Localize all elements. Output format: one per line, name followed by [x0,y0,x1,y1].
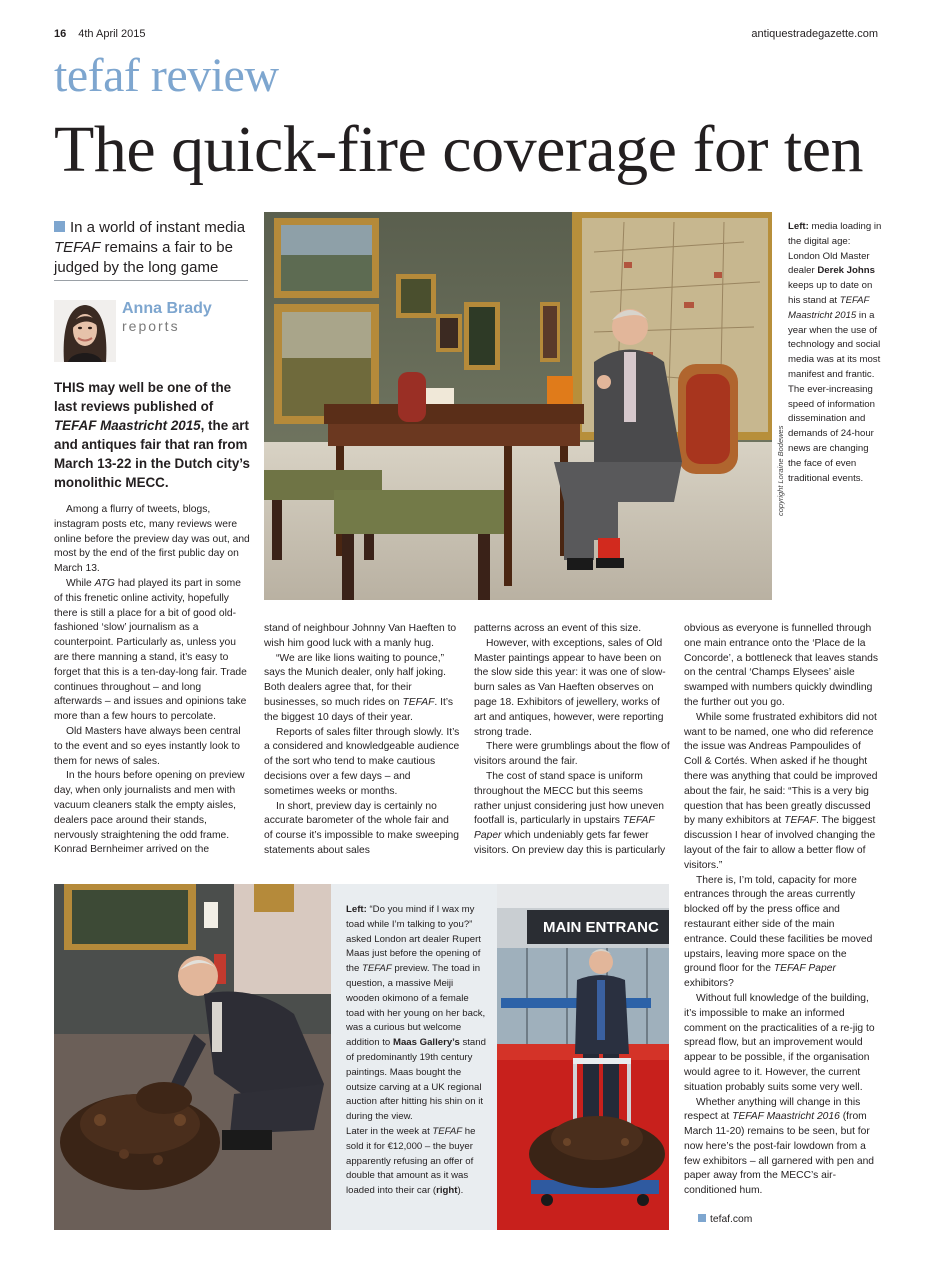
paragraph: patterns across an event of this size. [474,623,642,634]
entrance-sign-text: MAIN ENTRANC [543,919,659,936]
paragraph: There is, I’m told, capacity for more entrances through the areas currently blocked off by the press office and restaurant either side of the main entrance. Could these facilities be moved upstairs, leaving more space on the ground floor for the TEFAF Paper exhibitors? [684,874,873,990]
paragraph: However, with exceptions, sales of Old Master paintings appear to have been on the slow side this year: it was one of slow-burn sales as Van Haeften observes on page 18. Exhibitors of jewellery, works of art and antiques, however, were reporting strong trade. [474,637,666,738]
blue-square-bullet [54,221,65,232]
caption-bottom: Left: “Do you mind if I wax my toad while I’m talking to you?” asked London art dealer Rupert Maas just before the opening of the TEFAF preview. The toad in question, a massive Meiji wooden okimono of a female toad with her young on her back, was a curious but welcome addition to Maas Gallery’s stand of predominantly 19th century paintings. Maas bought the outsize carving at a UK regional auction after hitting his shin on it during the view. Later in the week at TEFAF he sold it for €12,000 – the buyer apparently refusing an offer of double that amount as it was loaded into their car (right). [346,904,486,1197]
paragraph: The cost of stand space is uniform throughout the MECC but this seems rather unjust considering just how uneven footfall is, particularly in upstairs TEFAF Paper which undeniably gets far fewer visitors. On preview day this is particularly [474,770,666,856]
section-title: tefaf review [54,49,279,102]
tefaf-link[interactable]: tefaf.com [698,1214,752,1225]
blue-square-bullet [698,1214,706,1222]
photo-main-entrance-toad [497,884,669,1230]
caption-top: Left: media loading in the digital age: London Old Master dealer Derek Johns keeps up to date on his stand at TEFAF Maastricht 2015 in a year when the use of technology and social media was at its most manifest and frantic. The ever-increasing speed of information dissemination and demands of 24-hour news are changing the face of even traditional events. [788,221,882,484]
paragraph: Old Masters have always been central to the event and so eyes instantly look to them for news of sales. [54,725,241,767]
page-number: 16 [54,28,67,40]
paragraph: Without full knowledge of the building, it’s impossible to make an informed comment on the practicalities of a re-jig to spread flow, but an improvement would appear to be possible, if the organisation would agree to it. However, the current situation probably suits some very well. [684,992,875,1093]
page-folio [54,28,146,40]
paragraph: While ATG had played its part in some of this frenetic online activity, hopefully there is still a place for a bit of good old-fashioned ‘slow’ journalism as a counterpoint. Particularly as, unless you are there manning a stand, it’s easy to forget that this is a ten-day-long fair. Trade continues throughout – and long afterwards – and issues and opinions take more than a few hours to percolate. [54,577,247,723]
headline: The quick-fire coverage for ten [54,113,864,186]
photo-credit: copyright Loraine Bodewes [776,425,785,516]
body-column-3 [474,622,670,859]
paragraph: Whether anything will change in this respect at TEFAF Maastricht 2016 (from March 11-20) remains to be seen, but for now here’s the post-fair lowdown from a few exhibitors – all garnered with pen and paper away from the MECC’s air-conditioned hum. [684,1096,875,1197]
paragraph: In the hours before opening on preview day, when only journalists and men with vacuum cleaners stalk the empty aisles, dealers pace around their stands, nervously straightening the odd frame. Konrad Bernheimer arrived on the [54,770,245,856]
paragraph: In short, preview day is certainly no accurate barometer of the whole fair and of course it’s impossible to make sweeping statements about sales [264,800,459,856]
body-column-1 [54,503,250,858]
paragraph: stand of neighbour Johnny Van Haeften to wish him good luck with a manly hug. [264,623,457,649]
intro-paragraph: THIS may well be one of the last reviews published of TEFAF Maastricht 2015, the art and antiques fair that ran from March 13-22 in the Dutch city’s monolithic MECC. [54,380,250,490]
paragraph: obvious as everyone is funnelled through one main entrance onto the ‘Place de la Concorde’, a bottleneck that leaves stands on the central ‘Champs Elysees’ aisle swamped with numbers quickly dwindling the further out you go. [684,623,879,708]
standfirst: In a world of instant media TEFAF remains a fair to be judged by the long game [54,219,246,276]
divider [54,280,248,281]
paragraph: There were grumblings about the flow of visitors around the fair. [474,741,670,768]
paragraph: While some frustrated exhibitors did not want to be named, one who did reference the issue was Andreas Pampoulides of Coll & Cortés. When asked if he thought there was anything that could be improved about the fair, he said: “This is a very big question that has been greatly discussed by many exhibitors at TEFAF. The biggest discussion I hear of involved changing the layout of the fair to allow a better flow of visitors.” [684,711,878,871]
paragraph: “We are like lions waiting to pounce,” says the Munich dealer, only half joking. Both dealers agree that, for their businesses, so much rides on TEFAF. It’s the biggest 10 days of their year. [264,652,454,723]
body-column-2 [264,622,460,859]
author-name: Anna Brady [122,300,212,317]
photo-rupert-maas-toad [54,884,331,1230]
author-photo [54,300,116,362]
photo-derek-johns-stand [264,212,772,600]
body-column-4 [684,622,880,1199]
issue-date: 4th April 2015 [78,28,146,40]
paragraph: Among a flurry of tweets, blogs, instagram posts etc, many reviews were online before the preview day was out, and most by the end of the first public day on March 13. [54,504,250,575]
paragraph: Reports of sales filter through slowly. It’s a considered and knowledgeable audience of the sort who tend to make cautious decisions over a few days – and sometimes weeks or months. [264,726,460,797]
site-url[interactable]: antiquestradegazette.com [751,28,878,40]
author-role: reports [122,318,180,334]
